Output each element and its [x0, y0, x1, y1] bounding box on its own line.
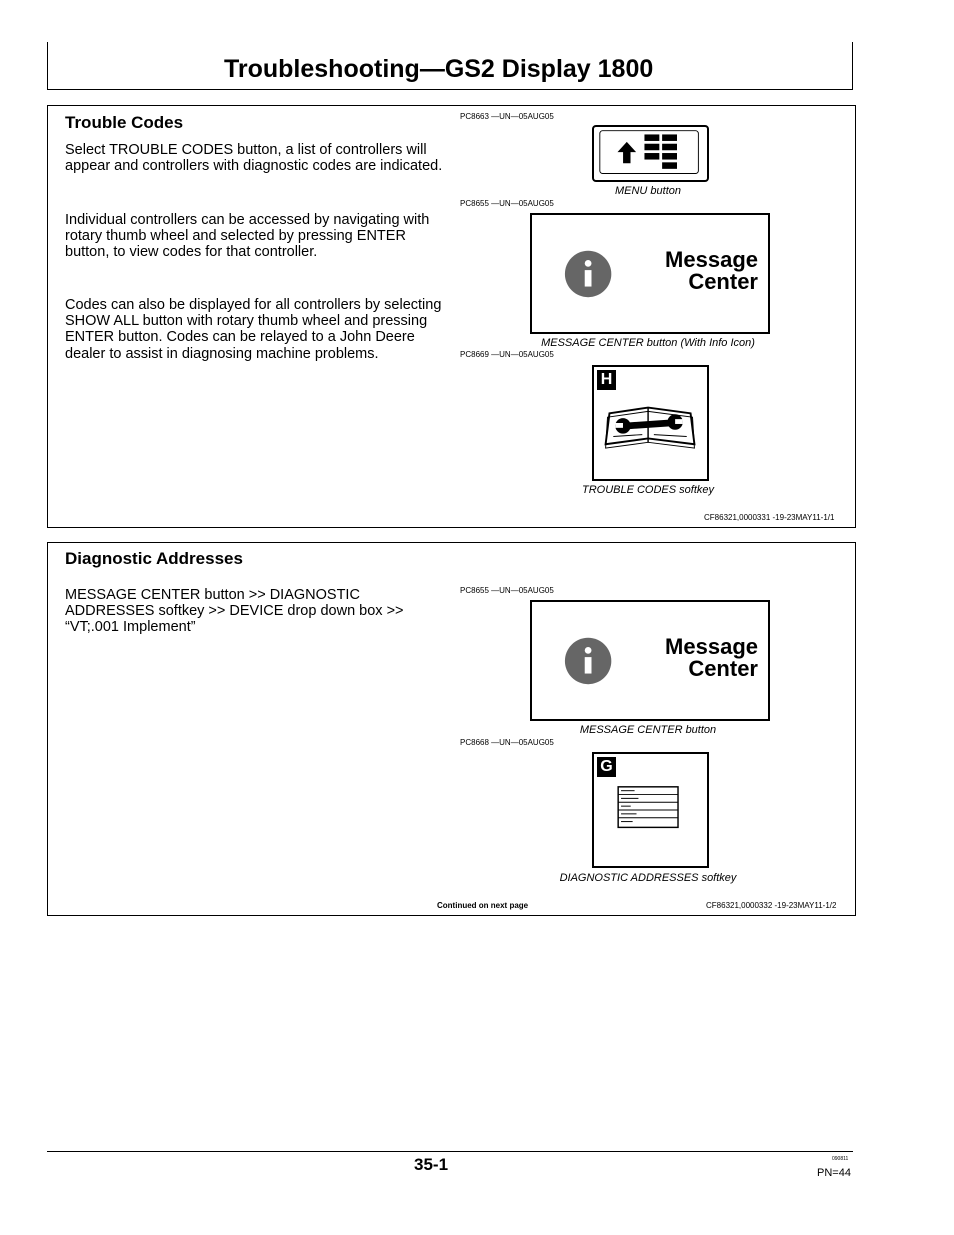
menu-button-image	[592, 125, 709, 182]
figure-caption: TROUBLE CODES softkey	[581, 484, 715, 496]
continued-note: Continued on next page	[437, 901, 529, 910]
paragraph: Select TROUBLE CODES button, a list of controllers will appear and controllers with diagnostic codes are indicated.	[65, 142, 443, 175]
figure-caption: MESSAGE CENTER button (With Info Icon)	[541, 337, 755, 349]
paragraph: Individual controllers can be accessed by navigating with rotary thumb wheel and selected by pressing ENTER button, to view codes for that controller.	[65, 212, 430, 261]
page-pn: PN=44	[817, 1167, 851, 1179]
softkey-badge: H	[597, 370, 616, 390]
figure-caption: DIAGNOSTIC ADDRESSES softkey	[559, 872, 737, 884]
reference-code: CF86321,0000332 -19-23MAY11-1/2	[706, 901, 837, 910]
figure-id: PC8655 —UN—05AUG05	[460, 586, 554, 595]
trouble-codes-section	[47, 105, 856, 528]
message-center-button-image	[530, 213, 770, 334]
title-frame	[47, 42, 853, 90]
menu-icon	[594, 127, 707, 180]
softkey-badge: G	[597, 757, 616, 777]
message-center-button-image	[530, 600, 770, 721]
page-number: 35-1	[414, 1155, 449, 1174]
paragraph: Codes can also be displayed for all controllers by selecting SHOW ALL button with rotary thumb wheel and pressing ENTER button. Codes can be relayed to a John Deere dealer to assist in diagnosing machine problems.	[65, 297, 442, 362]
message-center-label: Message Center	[665, 634, 758, 681]
footer-rule	[47, 1151, 853, 1152]
paragraph: MESSAGE CENTER button >> DIAGNOSTIC ADDRESSES softkey >> DEVICE drop down box >> “VT;.001 Implement”	[65, 587, 404, 636]
page-title: Troubleshooting—GS2 Display 1800	[224, 55, 654, 83]
figure-id: PC8669 —UN—05AUG05	[460, 350, 554, 359]
address-list-icon	[594, 754, 707, 866]
figure-id: PC8655 —UN—05AUG05	[460, 199, 554, 208]
section-heading: Trouble Codes	[65, 113, 184, 132]
message-center-label: Message Center	[665, 247, 758, 294]
trouble-codes-softkey-image	[592, 365, 709, 481]
diagnostic-addresses-softkey-image	[592, 752, 709, 868]
reference-code: CF86321,0000331 -19-23MAY11-1/1	[704, 513, 835, 522]
wrench-book-icon	[594, 367, 707, 479]
footer-code: 090811	[832, 1156, 849, 1162]
figure-id: PC8663 —UN—05AUG05	[460, 112, 554, 121]
diagnostic-addresses-section	[47, 542, 856, 916]
figure-caption: MENU button	[614, 185, 682, 197]
section-heading: Diagnostic Addresses	[65, 549, 243, 568]
figure-caption: MESSAGE CENTER button	[579, 724, 717, 736]
figure-id: PC8668 —UN—05AUG05	[460, 738, 554, 747]
